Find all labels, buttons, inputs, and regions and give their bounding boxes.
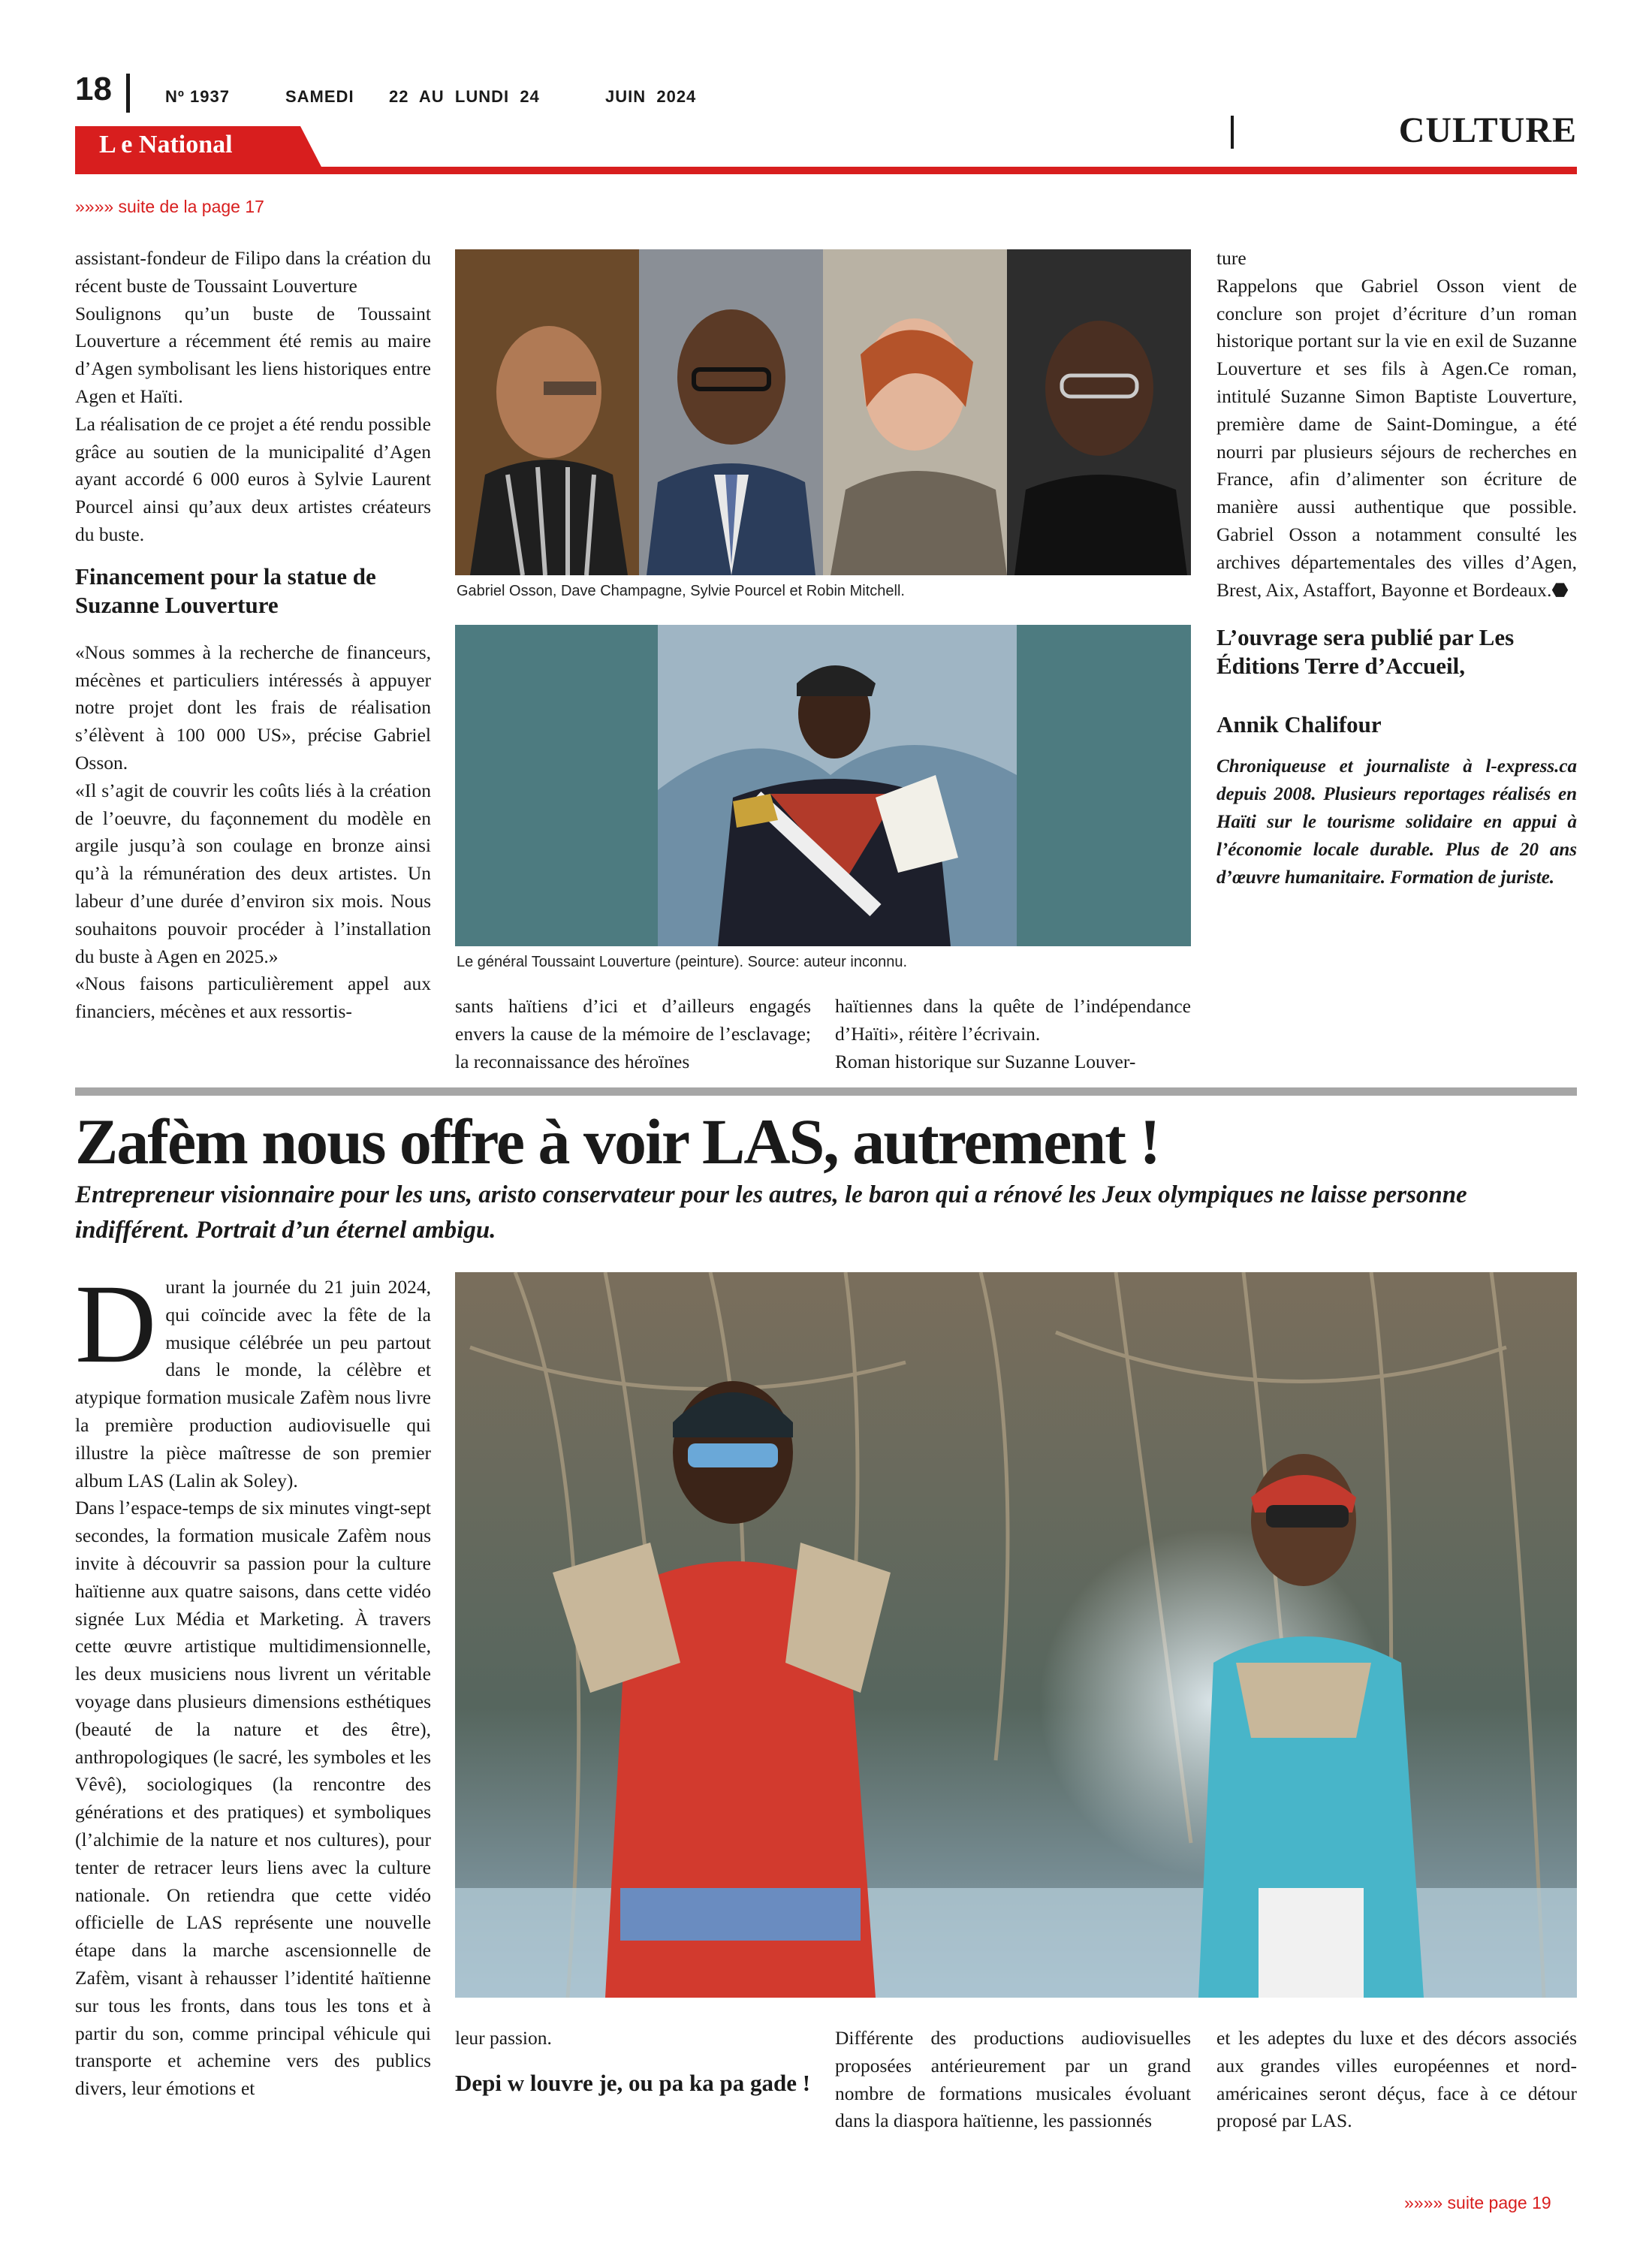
article1-column1 [75, 245, 431, 1026]
article1-column4 [1216, 245, 1577, 891]
continued-from: »»»» suite de la page 17 [75, 197, 264, 216]
issue-day: SAMEDI [285, 87, 354, 106]
header-divider [126, 74, 130, 113]
zafem-photo [455, 1272, 1577, 1998]
photo-caption: Gabriel Osson, Dave Champagne, Sylvie Pourcel et Robin Mitchell. [457, 583, 905, 599]
paragraph: Soulignons qu’un buste de Toussaint Louverture a récemment été remis au maire d’Agen symbolisant les liens historiques entre Agen et Haïti. [75, 302, 431, 407]
subheading: Financement pour la statue de Suzanne Louverture [75, 562, 376, 618]
paragraph: haïtiennes dans la quête de l’indépendance d’Haïti», réitère l’écrivain. [835, 995, 1191, 1045]
paragraph: «Nous sommes à la recherche de financeurs, mécènes et particuliers intéressés à appuyer notre projet dont les frais de réalisation s’élèvent à 100 000 US», précise Gabriel Osson. [75, 641, 431, 774]
issue-month-year: JUIN 2024 [605, 87, 697, 106]
article-deck: Entrepreneur visionnaire pour les uns, aristo conservateur pour les autres, le baron qui a rénové les Jeux olympiques ne laisse personne indifférent. Portrait d’un éternel ambigu. [75, 1181, 1467, 1244]
page-number: 18 [75, 71, 112, 107]
article-separator [75, 1087, 1577, 1096]
section-divider [1231, 116, 1234, 149]
brand-name: L e National [99, 131, 233, 158]
paragraph: «Il s’agit de couvrir les coûts liés à la création de l’oeuvre, du façonnement du modèle en argile jusqu’à son coulage en bronze ainsi qu’à la rémunération des deux artistes. Un labeur d’une durée d’environ six mois. Nous souhaitons pouvoir procéder à l’installation du buste à Agen en 2025.» [75, 779, 431, 967]
paragraph: et les adeptes du luxe et des décors associés aux grandes villes européennes et nord-américaines seront déçus, face à ce détour proposé par LAS. [1216, 2027, 1577, 2132]
paragraph: Différente des productions audiovisuelles proposées antérieurement par un grand nombre de formations musicales évoluant dans la diaspora haïtienne, les passionnés [835, 2027, 1191, 2132]
article1-column3 [835, 993, 1191, 1075]
paragraph: La réalisation de ce projet a été rendu possible grâce au soutien de la municipalité d’Agen ayant accordé 6 000 euros à Sylvie Laurent Pourcel ainsi qu’aux deux artistes créateurs du buste. [75, 412, 431, 545]
paragraph: assistant-fondeur de Filipo dans la création du récent buste de Toussaint Louverture [75, 247, 431, 297]
header-red-rule [75, 167, 1577, 174]
photo-caption: Le général Toussaint Louverture (peinture). Source: auteur inconnu. [457, 954, 908, 970]
paragraph: ture [1216, 247, 1247, 269]
continued-to[interactable]: »»»» suite page 19 [1404, 2193, 1551, 2212]
article2-column1 [75, 1262, 431, 2103]
portraits-image [455, 249, 1191, 575]
paragraph: Roman historique sur Suzanne Louver- [835, 1050, 1136, 1072]
paragraph: «Nous faisons particulièrement appel aux financiers, mécènes et aux ressortis- [75, 973, 431, 1023]
issue-number: Nº 1937 [165, 87, 230, 106]
article-headline: Zafèm nous offre à voir LAS, autrement ! [75, 1105, 1159, 1178]
subheading: Depi w louvre je, ou pa ka pa gade ! [455, 2069, 811, 2096]
issue-date: 22 AU LUNDI 24 [389, 87, 540, 106]
paragraph: Rappelons que Gabriel Osson vient de conclure son projet d’écriture d’un roman historique portant sur la vie en exil de Suzanne Louverture et ses fils à Agen.Ce roman, intitulé Suzanne Simon Baptiste Louverture, première dame de Saint-Domingue, a été nourri par plusieurs séjours de recherches en France, afin d’alimenter son écriture de manière aussi authentique que possible. Gabriel Osson a notamment consulté les archives départementales des villes d’Agen, Brest, Aix, Astaffort, Bayonne et Bordeaux. [1216, 274, 1577, 601]
article2-column2 [455, 2025, 811, 2098]
author-bio: Chroniqueuse et journaliste à l-express.ca depuis 2008. Plusieurs reportages réalisés en Haïti sur le tourisme solidaire en appui à l’économie locale durable. Plus de 20 ans d’œuvre humanitaire. Formation de juriste. [1216, 756, 1577, 888]
paragraph: leur passion. [455, 2027, 552, 2049]
author-name: Annik Chalifour [1216, 711, 1382, 738]
drop-cap: D [75, 1262, 157, 1386]
paragraph: urant la journée du 21 juin 2024, qui coïncide avec la fête de la musique célébrée un peu partout dans le monde, la célèbre et atypique formation musicale Zafèm nous livre la première production audiovisuelle qui illustre la pièce maîtresse de son premier album LAS (Lalin ak Soley). [75, 1276, 431, 1491]
article2-column4 [1216, 2025, 1577, 2135]
portraits-photo [455, 249, 1191, 575]
end-mark: ⬣ [1551, 578, 1569, 601]
article2-column3 [835, 2025, 1191, 2135]
zafem-image [455, 1272, 1577, 1998]
paragraph: sants haïtiens d’ici et d’ailleurs engagés envers la cause de la mémoire de l’esclavage; la reconnaissance des héroïnes [455, 995, 811, 1072]
article1-column2 [455, 993, 811, 1075]
section-title: CULTURE [1398, 110, 1577, 150]
paragraph: Dans l’espace-temps de six minutes vingt-sept secondes, la formation musicale Zafèm nous invite à découvrir sa passion pour la culture haïtienne aux quatre saisons, dans cette vidéo signée Lux Média et Marketing. À travers cette œuvre artistique multidimensionnelle, les deux musiciens nous livrent un véritable voyage dans plusieurs dimensions esthétiques (beauté de la nature et des être), anthropologiques (le sacré, les symboles et les Vêvê), sociologiques (la rencontre des générations et des pratiques) et symboliques (l’alchimie de la nature et nos cultures), pour tenter de retracer leurs liens avec la culture nationale. On retiendra que cette vidéo officielle de LAS représente une nouvelle étape dans la marche ascensionnelle de Zafèm, visant à rehausser l’identité haïtienne sur tous les fronts, dans tous les tons et à partir du son, comme principal véhicule qui transporte et achemine vers des publics divers, leur émotions et [75, 1497, 431, 2100]
toussaint-painting-photo [455, 625, 1191, 946]
painting-image [455, 625, 1191, 946]
subheading: L’ouvrage sera publié par Les Éditions Terre d’Accueil, [1216, 624, 1515, 680]
